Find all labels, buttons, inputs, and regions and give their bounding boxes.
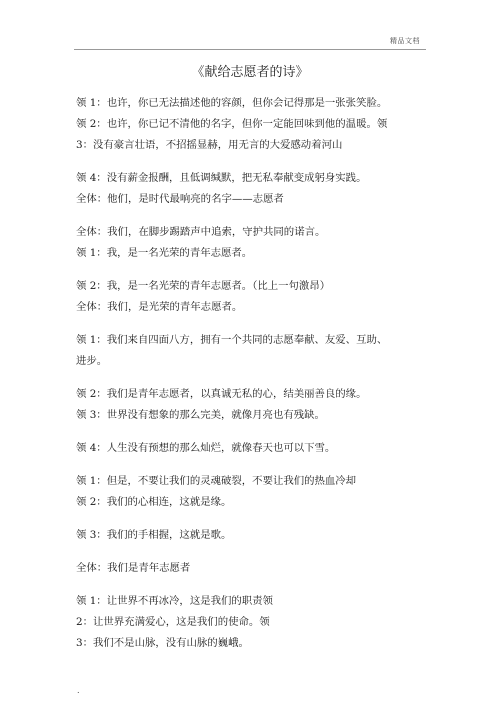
poem-line: 领 1：也许，你已无法描述他的容颜，但你会记得那是一张张笑脸。: [76, 97, 388, 109]
poem-paragraph: [76, 276, 424, 318]
poem-line: 全体：我们，在脚步踢踏声中追索，守护共同的诺言。: [76, 226, 326, 238]
poem-paragraph: [76, 471, 424, 513]
header-label: 精品文档: [390, 37, 420, 45]
poem-line: 领 4：没有薪金报酬，且低调缄默，把无私奉献变成躬身实践。: [76, 172, 367, 184]
poem-line: 领 1：我，是一名光荣的青年志愿者。: [76, 247, 253, 259]
poem-paragraph: [76, 330, 424, 372]
poem-line: 全体：他们，是时代最响亮的名字——志愿者: [76, 193, 284, 205]
poem-line: 3：没有豪言壮语，不招摇显赫，用无言的大爱感动着河山: [76, 139, 343, 151]
poem-paragraph: [76, 558, 424, 579]
poem-line: 领 1：让世界不再冰冷，这是我们的职责领: [76, 595, 273, 607]
poem-paragraph: [76, 93, 424, 156]
poem-paragraph: [76, 384, 424, 426]
poem-line: 3：我们不是山脉，没有山脉的巍峨。: [76, 637, 249, 649]
poem-line: 领 1：但是，不要让我们的灵魂破裂，不要让我们的热血冷却: [76, 475, 357, 487]
poem-line: 领 2：我们是青年志愿者，以真诚无私的心，结美丽善良的缘。: [76, 388, 367, 400]
poem-line: 领 2：我们的心相连，这就是缘。: [76, 496, 232, 508]
poem-line: 领 3：我们的手相握，这就是歌。: [76, 529, 232, 541]
poem-line: 领 4：人生没有预想的那么灿烂，就像春天也可以下雪。: [76, 442, 336, 454]
poem-line: 领 1：我们来自四面八方，拥有一个共同的志愿奉献、友爱、互助、: [76, 334, 388, 346]
poem-title: 《献给志愿者的诗》: [191, 65, 309, 80]
header-divider: [74, 49, 426, 50]
poem-paragraph: [76, 222, 424, 264]
poem-paragraph: [76, 591, 424, 654]
poem-line: 领 2：也许，你已记不清他的名字，但你一定能回味到他的温暖。领: [76, 118, 388, 130]
poem-line: 2：让世界充满爱心，这是我们的使命。领: [76, 616, 270, 628]
poem-paragraph: [76, 525, 424, 546]
poem-line: 领 3：世界没有想象的那么完美，就像月亮也有残缺。: [76, 409, 325, 421]
poem-line: 领 2：我，是一名光荣的青年志愿者。（比上一句激昂）: [76, 280, 331, 292]
poem-line: 进步。: [76, 355, 108, 367]
footer-mark: .: [77, 686, 80, 695]
poem-paragraph: [76, 168, 424, 210]
poem-line: 全体：我们是青年志愿者: [76, 562, 191, 574]
poem-paragraph: [76, 438, 424, 459]
poem-line: 全体：我们，是光荣的青年志愿者。: [76, 301, 243, 313]
poem-body: [76, 93, 424, 666]
